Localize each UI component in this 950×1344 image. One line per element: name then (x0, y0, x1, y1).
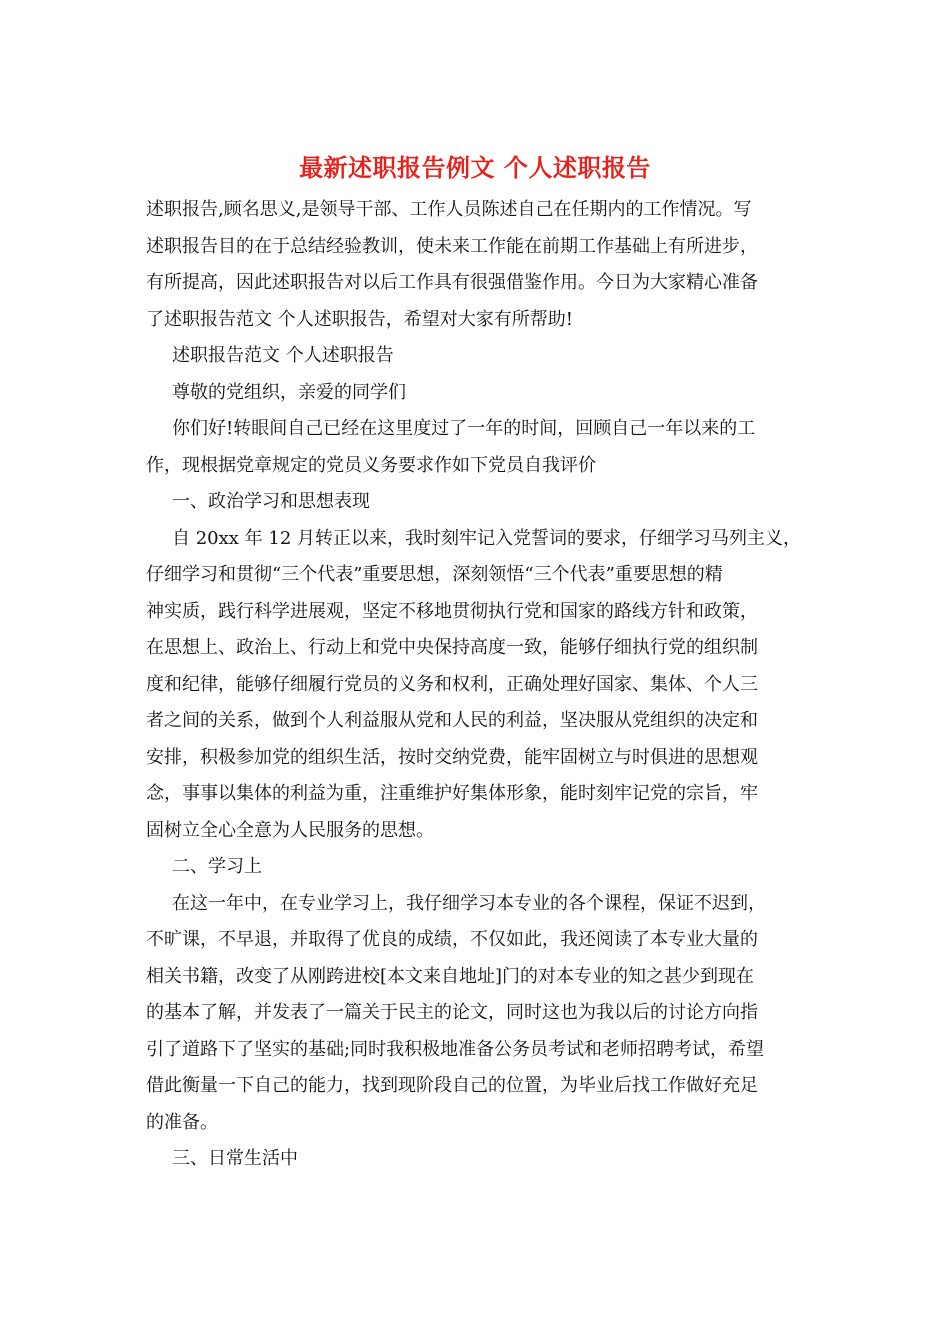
document-title: 最新述职报告例文 个人述职报告 (299, 153, 651, 182)
text-line: 述职报告范文 个人述职报告 (172, 345, 394, 366)
text-line: 三、日常生活中 (172, 1148, 298, 1169)
text-line: 述职报告,顾名思义,是领导干部、工作人员陈述自己在任期内的工作情况。写 (146, 199, 752, 220)
text-line: 者之间的关系，做到个人利益服从党和人民的利益，坚决服从党组织的决定和 (146, 710, 758, 731)
text-line: 度和纪律，能够仔细履行党员的义务和权利，正确处理好国家、集体、个人三 (146, 673, 758, 695)
text-line: 你们好!转眼间自己已经在这里度过了一年的时间，回顾自己一年以来的工 (172, 418, 756, 439)
text-line: 在思想上、政治上、行动上和党中央保持高度一致，能够仔细执行党的组织制 (146, 637, 758, 658)
text-line: 作，现根据党章规定的党员义务要求作如下党员自我评价 (146, 454, 596, 476)
text-line: 不旷课，不早退，并取得了优良的成绩，不仅如此，我还阅读了本专业大量的 (146, 929, 758, 950)
text-line: 了述职报告范文 个人述职报告，希望对大家有所帮助! (146, 308, 573, 330)
text-line: 相关书籍，改变了从刚跨进校[本文来自地址]门的对本专业的知之甚少到现在 (146, 965, 755, 987)
text-line: 述职报告目的在于总结经验教训，使未来工作能在前期工作基础上有所进步， (146, 235, 758, 257)
text-line: 安排，积极参加党的组织生活，按时交纳党费，能牢固树立与时俱进的思想观 (146, 746, 758, 768)
text-line: 尊敬的党组织，亲爱的同学们 (172, 381, 406, 403)
text-line: 固树立全心全意为人民服务的思想。 (146, 819, 434, 841)
text-line: 神实质，践行科学进展观，坚定不移地贯彻执行党和国家的路线方针和政策， (146, 600, 758, 622)
text-line: 在这一年中，在专业学习上，我仔细学习本专业的各个课程，保证不迟到， (172, 892, 766, 914)
text-line: 念，事事以集体的利益为重，注重维护好集体形象，能时刻牢记党的宗旨，牢 (146, 783, 758, 804)
text-line: 有所提高，因此述职报告对以后工作具有很强借鉴作用。今日为大家精心准备 (146, 272, 758, 293)
text-line: 的准备。 (146, 1111, 218, 1133)
text-line: 一、政治学习和思想表现 (172, 491, 370, 512)
text-line: 引了道路下了坚实的基础;同时我积极地准备公务员考试和老师招聘考试，希望 (146, 1038, 765, 1060)
text-line: 的基本了解，并发表了一篇关于民主的论文，同时这也为我以后的讨论方向指 (146, 1002, 758, 1023)
text-line: 二、学习上 (172, 856, 262, 877)
text-line: 自 20xx 年 12 月转正以来，我时刻牢记入党誓词的要求，仔细学习马列主义， (172, 527, 801, 549)
text-line: 借此衡量一下自己的能力，找到现阶段自己的位置，为毕业后找工作做好充足 (146, 1075, 758, 1096)
document-body (146, 192, 816, 1178)
text-line: 仔细学习和贯彻“三个代表”重要思想，深刻领悟“三个代表”重要思想的精 (146, 564, 723, 585)
